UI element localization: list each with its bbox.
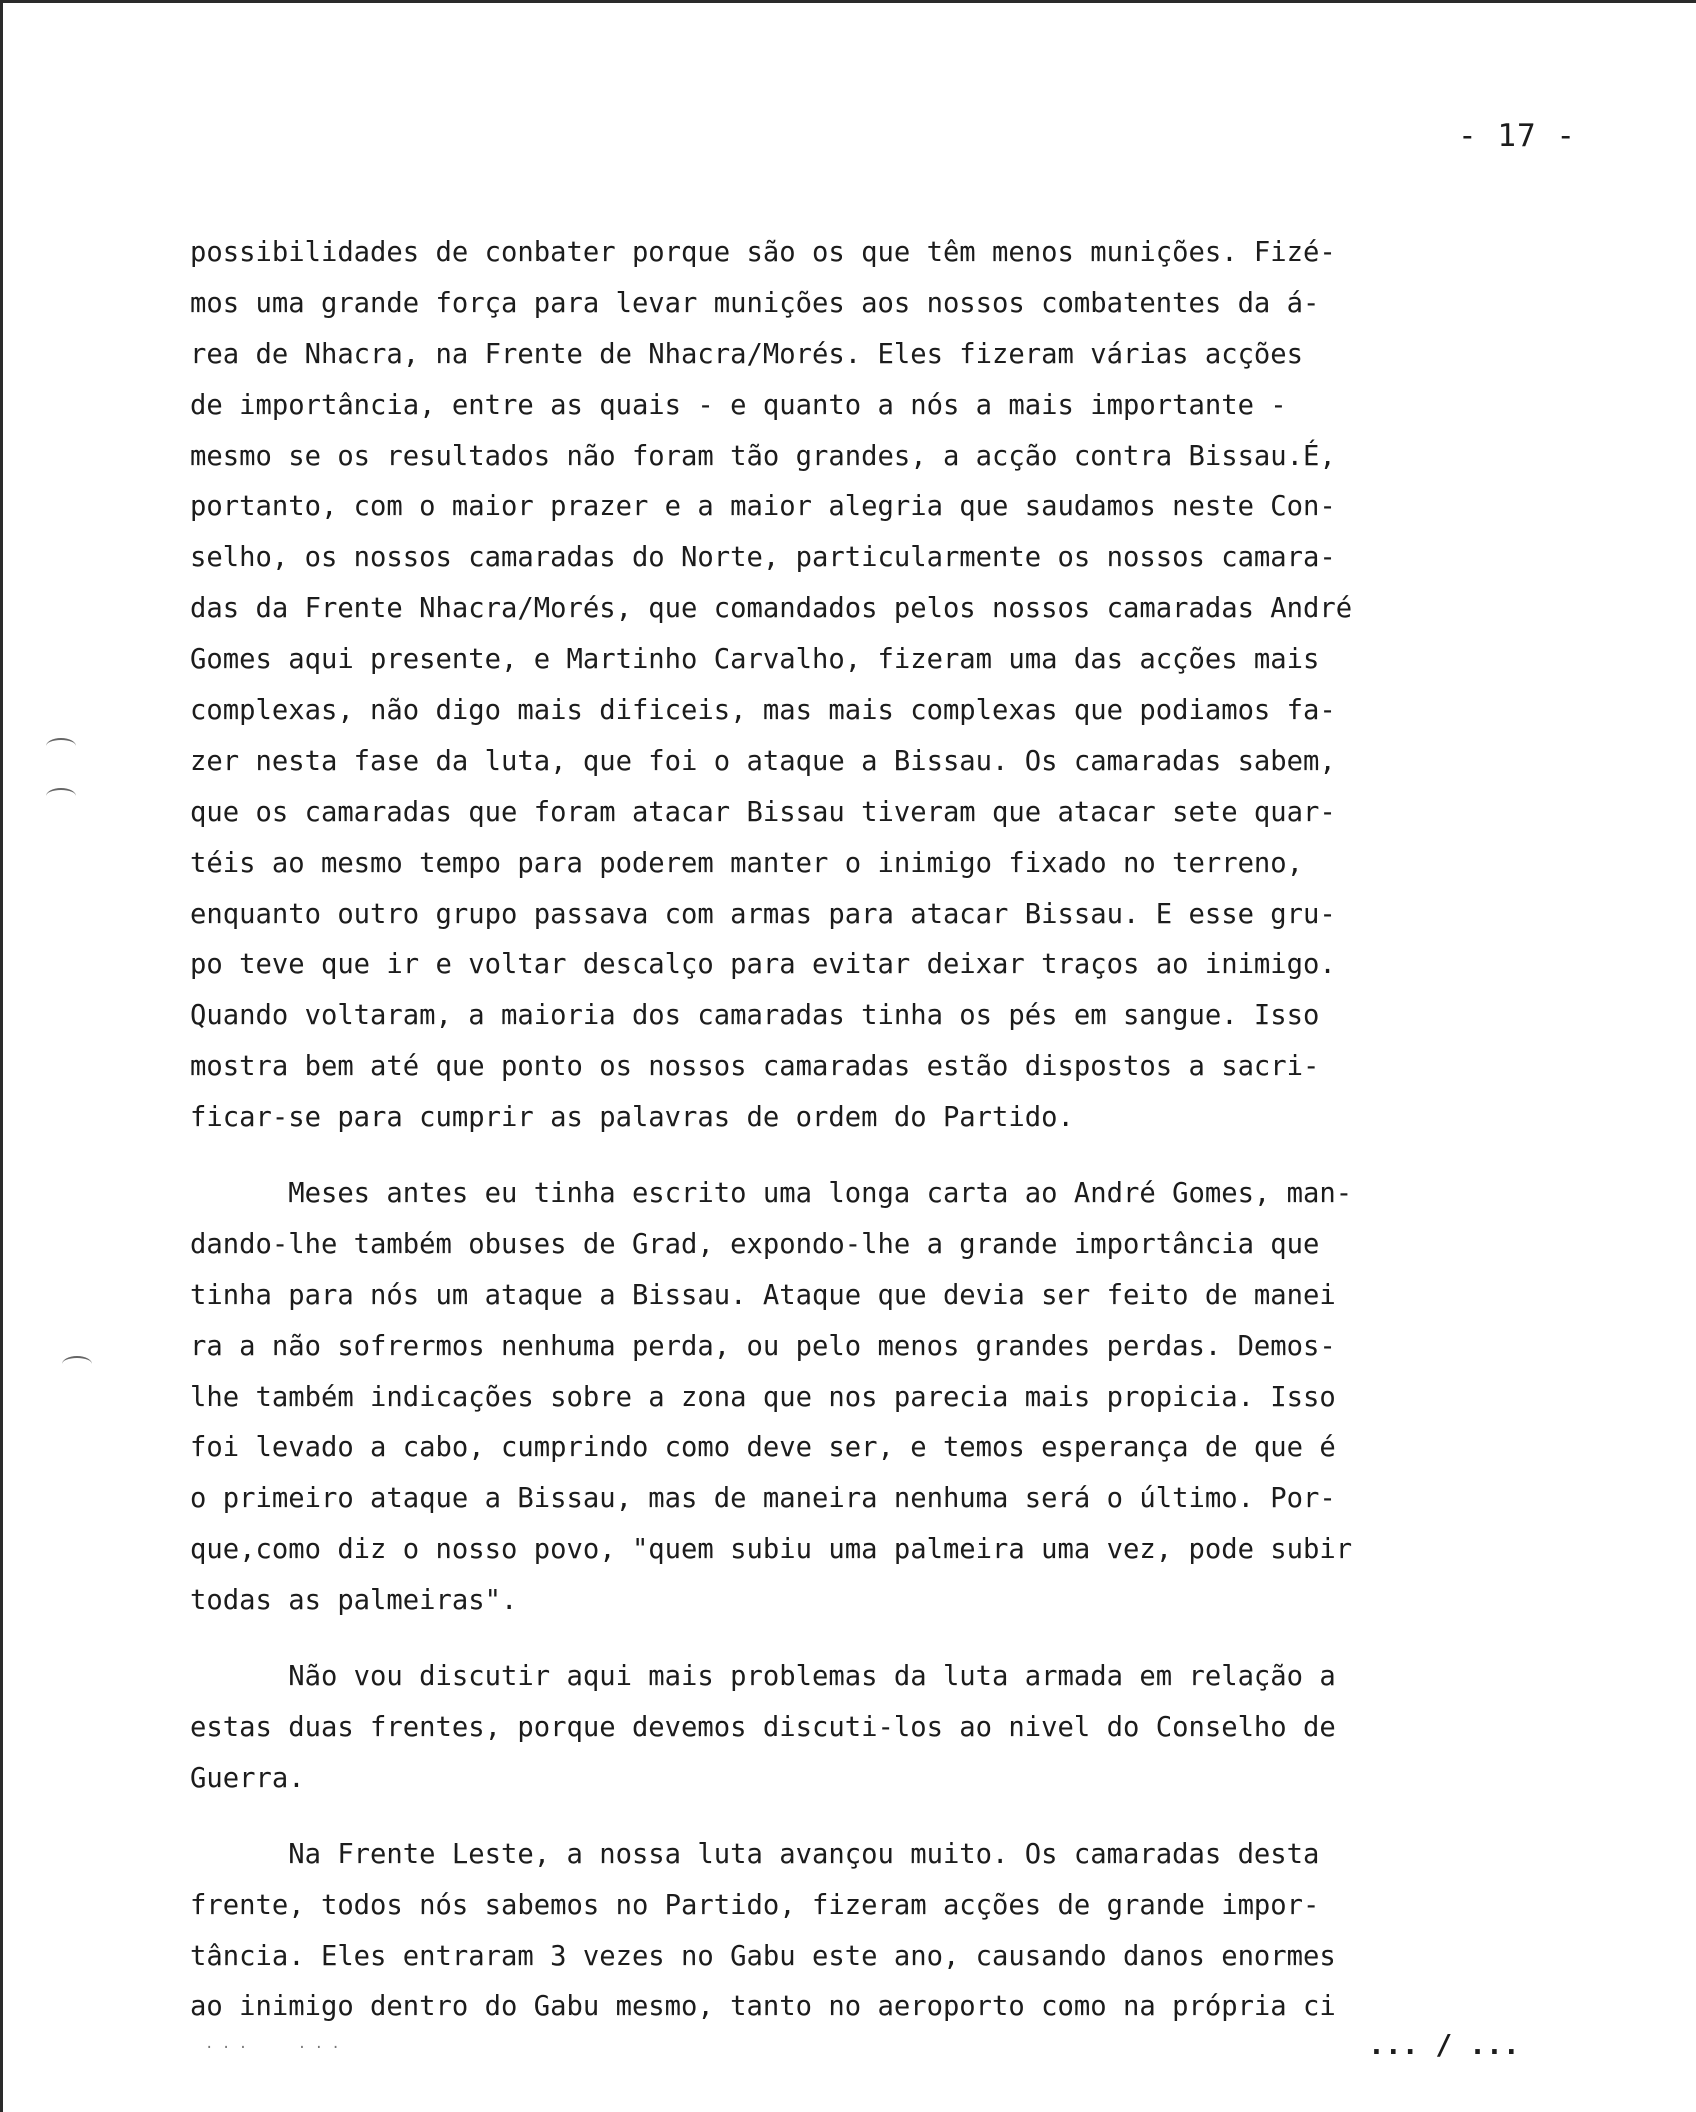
text-line: po teve que ir e voltar descalço para evitar deixar traços ao inimigo.: [190, 949, 1336, 981]
text-line: ao inimigo dentro do Gabu mesmo, tanto no aeroporto como na própria ci: [190, 1991, 1336, 2023]
text-line: estas duas frentes, porque devemos discuti-los ao nivel do Conselho de: [190, 1711, 1336, 1743]
margin-scan-mark: [62, 1356, 92, 1372]
text-line: que os camaradas que foram atacar Bissau tiveram que atacar sete quar-: [190, 796, 1336, 828]
text-line: Quando voltaram, a maioria dos camaradas tinha os pés em sangue. Isso: [190, 1000, 1320, 1032]
continuation-marker: ... / ...: [1368, 2028, 1520, 2061]
margin-scan-mark: [46, 738, 76, 754]
text-line: Meses antes eu tinha escrito uma longa carta ao André Gomes, man-: [190, 1178, 1353, 1210]
text-line: ficar-se para cumprir as palavras de ordem do Partido.: [190, 1102, 1074, 1134]
text-line: foi levado a cabo, cumprindo como deve ser, e temos esperança de que é: [190, 1432, 1336, 1464]
margin-scan-mark: [46, 788, 76, 804]
text-line: o primeiro ataque a Bissau, mas de maneira nenhuma será o último. Por-: [190, 1483, 1336, 1515]
paragraph-2: [190, 1169, 1640, 1627]
text-line: que,como diz o nosso povo, "quem subiu uma palmeira uma vez, pode subir: [190, 1534, 1353, 1566]
text-line: de importância, entre as quais - e quanto a nós a mais importante -: [190, 389, 1287, 421]
paragraph-1: [190, 228, 1640, 1144]
text-line: ra a não sofrermos nenhuma perda, ou pelo menos grandes perdas. Demos-: [190, 1330, 1336, 1362]
text-line: Gomes aqui presente, e Martinho Carvalho, fizeram uma das acções mais: [190, 644, 1320, 676]
text-line: selho, os nossos camaradas do Norte, particularmente os nossos camara-: [190, 542, 1336, 574]
text-line: lhe também indicações sobre a zona que nos parecia mais propicia. Isso: [190, 1381, 1336, 1413]
text-line: portanto, com o maior prazer e a maior alegria que saudamos neste Con-: [190, 491, 1336, 523]
text-line: Guerra.: [190, 1762, 305, 1794]
paragraph-4: [190, 1830, 1640, 2034]
text-line: tinha para nós um ataque a Bissau. Ataque que devia ser feito de manei: [190, 1279, 1336, 1311]
text-line: rea de Nhacra, na Frente de Nhacra/Morés. Eles fizeram várias acções: [190, 338, 1304, 370]
document-body: [190, 228, 1640, 2033]
page-number: - 17 -: [1458, 118, 1576, 154]
text-line: enquanto outro grupo passava com armas para atacar Bissau. E esse gru-: [190, 898, 1336, 930]
paragraph-3: [190, 1652, 1640, 1805]
text-line: todas as palmeiras".: [190, 1585, 518, 1617]
text-line: frente, todos nós sabemos no Partido, fizeram acções de grande impor-: [190, 1889, 1320, 1921]
text-line: Na Frente Leste, a nossa luta avançou muito. Os camaradas desta: [190, 1838, 1320, 1870]
scan-speck: . . . . . .: [205, 2036, 340, 2052]
text-line: das da Frente Nhacra/Morés, que comandados pelos nossos camaradas André: [190, 593, 1353, 625]
text-line: Não vou discutir aqui mais problemas da luta armada em relação a: [190, 1661, 1336, 1693]
text-line: possibilidades de conbater porque são os que têm menos munições. Fizé-: [190, 237, 1336, 268]
text-line: mesmo se os resultados não foram tão grandes, a acção contra Bissau.É,: [190, 440, 1336, 472]
text-line: tância. Eles entraram 3 vezes no Gabu este ano, causando danos enormes: [190, 1940, 1336, 1972]
text-line: dando-lhe também obuses de Grad, expondo-lhe a grande importância que: [190, 1228, 1320, 1260]
text-line: zer nesta fase da luta, que foi o ataque a Bissau. Os camaradas sabem,: [190, 745, 1336, 777]
text-line: complexas, não digo mais dificeis, mas mais complexas que podiamos fa-: [190, 695, 1336, 727]
text-line: mos uma grande força para levar munições aos nossos combatentes da á-: [190, 287, 1320, 319]
text-line: téis ao mesmo tempo para poderem manter o inimigo fixado no terreno,: [190, 847, 1304, 879]
text-line: mostra bem até que ponto os nossos camaradas estão dispostos a sacri-: [190, 1051, 1320, 1083]
